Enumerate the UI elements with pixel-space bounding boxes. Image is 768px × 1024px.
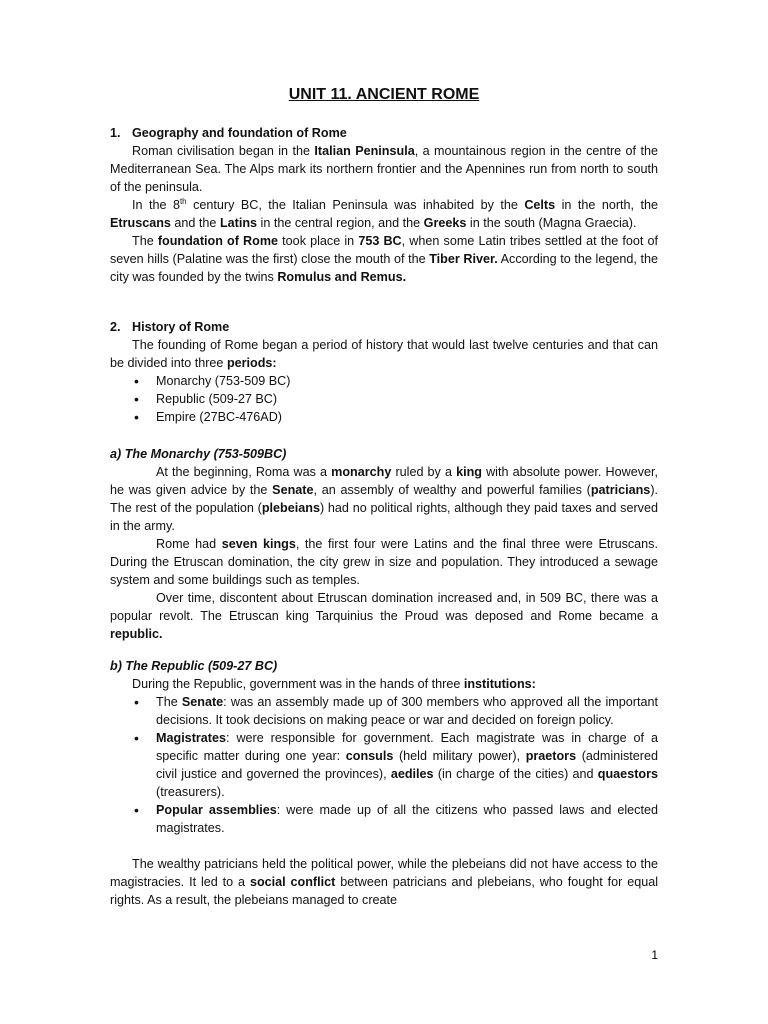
list-item: • Empire (27BC-476AD) [110, 408, 658, 426]
periods-list [110, 372, 658, 426]
paragraph: In the 8th century BC, the Italian Peninsula was inhabited by the Celts in the north, the Etruscans and the Latins in the central region, and the Greeks in the south (Magna Graecia). [110, 196, 659, 230]
paragraph: The foundation of Rome took place in 753 BC, when some Latin tribes settled at the foot of seven hills (Palatine was the first) close the mouth of the Tiber River. According to the legend, the city was founded by the twins Romulus and Remus. [110, 234, 659, 284]
page-number: 1 [651, 948, 658, 962]
list-item: • The Senate: was an assembly made up of 300 members who approved all the important decisions. It took decisions on making peace or war and decided on foreign policy. [110, 693, 658, 729]
section-history [110, 318, 658, 426]
section-heading: 2. History of Rome [110, 320, 230, 334]
paragraph: Rome had seven kings, the first four were Latins and the final three were Etruscans. During the Etruscan domination, the city grew in size and population. They introduced a sewage system and some buildings such as temples. [110, 537, 658, 587]
paragraph: During the Republic, government was in the hands of three institutions: [132, 677, 536, 691]
list-item: • Popular assemblies: were made up of all the citizens who passed laws and elected magistrates. [110, 801, 658, 837]
section-geography [110, 124, 658, 286]
paragraph: The wealthy patricians held the political power, while the plebeians did not have access to the magistracies. It led to a social conflict between patricians and plebeians, who fought for equal rights. As a result, the plebeians managed to create [110, 857, 659, 907]
list-item: • Magistrates: were responsible for government. Each magistrate was in charge of a specific matter during one year: consuls (held military power), praetors (administered civil justice and governed the provinces), aediles (in charge of the cities) and quaestors (treasurers). [110, 729, 658, 801]
list-item: • Republic (509-27 BC) [110, 390, 658, 408]
paragraph: The founding of Rome began a period of history that would last twelve centuries and that can be divided into three periods: [110, 338, 658, 370]
subsection-heading: b) The Republic (509-27 BC) [110, 659, 278, 673]
section-monarchy [110, 445, 658, 643]
section-heading: 1. Geography and foundation of Rome [110, 126, 347, 140]
paragraph: Over time, discontent about Etruscan domination increased and, in 509 BC, there was a popular revolt. The Etruscan king Tarquinius the Proud was deposed and Rome became a republic. [110, 591, 658, 641]
paragraph: At the beginning, Roma was a monarchy ruled by a king with absolute power. However, he was given advice by the Senate, an assembly of wealthy and powerful families (patricians). The rest of the population (plebeians) had no political rights, although they paid taxes and served in the army. [110, 465, 659, 533]
unit-title: UNIT 11. ANCIENT ROME [288, 86, 480, 103]
paragraph: Roman civilisation began in the Italian Peninsula, a mountainous region in the centre of the Mediterranean Sea. The Alps mark its northern frontier and the Apennines run from north to south of the peninsula. [110, 144, 658, 194]
section-republic [110, 657, 658, 909]
institutions-list [110, 693, 658, 837]
subsection-heading: a) The Monarchy (753-509BC) [110, 447, 287, 461]
list-item: • Monarchy (753-509 BC) [110, 372, 658, 390]
